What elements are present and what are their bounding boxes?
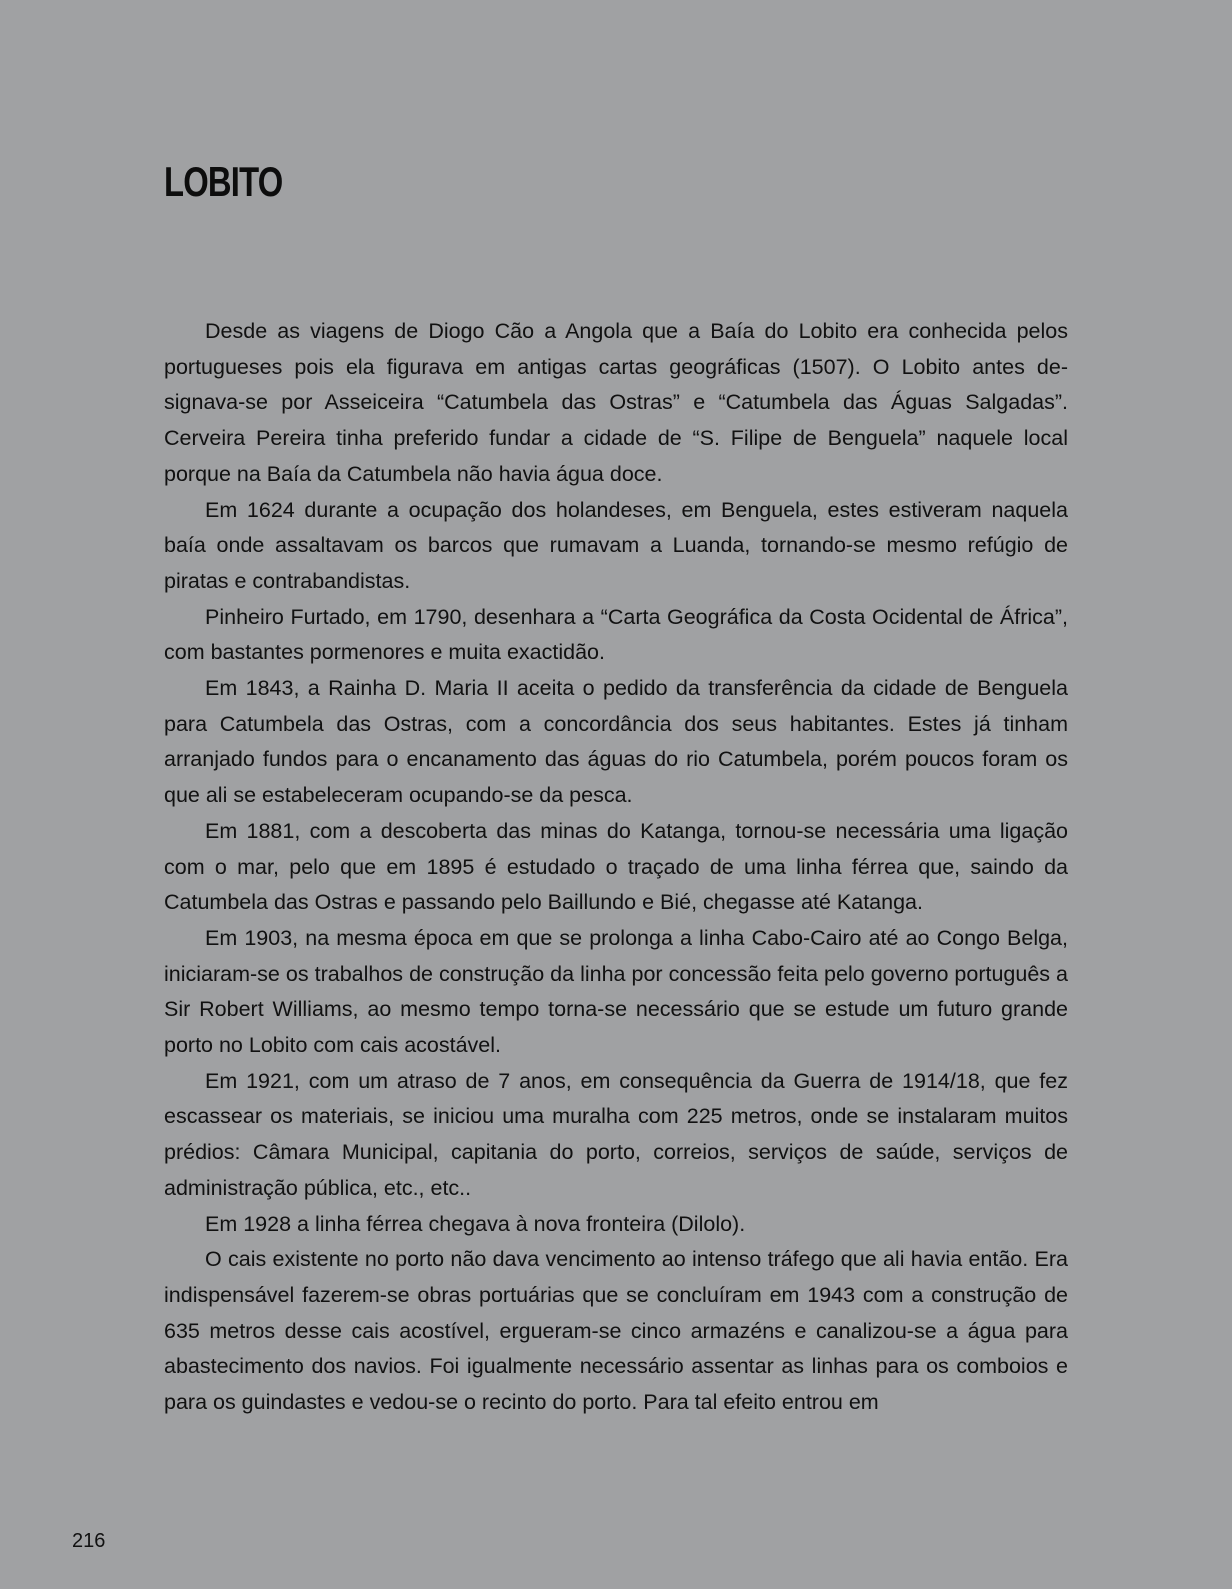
paragraph: Em 1921, com um atraso de 7 anos, em consequência da Guerra de 1914/18, que fez escassear os materiais, se iniciou uma muralha com 225 metros, onde se instalaram muitos prédios: Câmara Municipal, capitania do porto, correios, serviços de saúde, serviços de administração pública, etc., etc.. — [164, 1068, 1068, 1200]
body-text — [164, 314, 1068, 1421]
paragraph: Em 1903, na mesma época em que se prolonga a linha Cabo-Cairo até ao Congo Belga, iniciaram-se os trabalhos de construção da linha por concessão feita pelo governo português a Sir Robert Williams, ao mesmo tempo torna-se necessário que se estude um futuro grande porto no Lobito com cais acostável. — [164, 925, 1068, 1058]
paragraph: Em 1843, a Rainha D. Maria II aceita o pedido da transferência da cidade de Benguela para Catumbela das Ostras, com a concordância dos seus habitantes. Estes já tinham arranjado fundos para o encanamento das águas do rio Catumbela, porém poucos foram os que ali se estabeleceram ocupando-se da pesca. — [164, 676, 1068, 808]
paragraph: Pinheiro Furtado, em 1790, desenhara a “Carta Geográfica da Costa Ocidental de África”, com bastantes pormenores e muita exactidão. — [164, 604, 1068, 665]
page-title: LOBITO — [164, 158, 283, 205]
paragraph: Em 1881, com a descoberta das minas do Katanga, tornou-se necessária uma ligação com o mar, pelo que em 1895 é estudado o traçado de uma linha férrea que, saindo da Catumbela das Ostras e passando pelo Baillundo e Bié, chegasse até Katanga. — [164, 818, 1068, 915]
paragraph: Em 1624 durante a ocupação dos holandeses, em Benguela, estes estiveram naquela baía onde assaltavam os barcos que rumavam a Luanda, tornando-se mesmo refúgio de piratas e contrabandistas. — [164, 497, 1068, 593]
paragraph: O cais existente no porto não dava vencimento ao intenso tráfego que ali havia então. Era indispensável fazerem-se obras portuárias que se concluíram em 1943 com a construção de 635 metros desse cais acostível, ergueram-se cinco armazéns e canalizou-se a água para abastecimento dos navios. Foi igualmente necessário assentar as linhas para os comboios e para os guindastes e vedou-se o recinto do porto. Para tal efeito entrou em — [164, 1247, 1068, 1415]
page-number: 216 — [72, 1530, 106, 1552]
paragraph: Em 1928 a linha férrea chegava à nova fronteira (Dilolo). — [205, 1211, 746, 1236]
paragraph: Desde as viagens de Diogo Cão a Angola que a Baía do Lobito era conhecida pelos portugueses pois ela figurava em antigas cartas geográficas (1507). O Lobito antes designava-se por Asseiceira “Catumbela das Ostras” e “Catumbela das Águas Salgadas”. Cerveira Pereira tinha preferido fundar a cidade de “S. Filipe de Benguela” naquele local porque na Baía da Catumbela não havia água doce. — [164, 319, 1068, 486]
